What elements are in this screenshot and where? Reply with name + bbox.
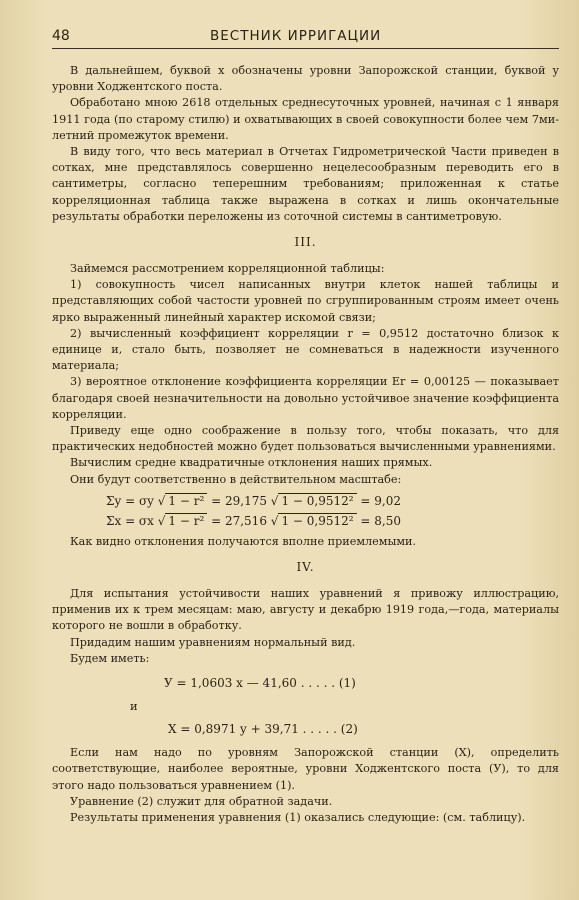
- paragraph: В виду того, что весь материал в Отчетах Гидрометрической Части приведен в сотках, мне представлялось совершенно нецелесообразным переводить его в сантиметры, согласно теперешним требованиям; приложенная к статье корреляционная таблица также выражена в сотках и лишь окончательные результаты обработки переложены из соточной системы в сантиметровую.: [52, 145, 559, 223]
- formula-middle: = 27,516: [211, 513, 267, 528]
- paragraph: 3) вероятное отклонение коэффициента корреляции Er = 0,00125 — показывает благодаря своей незначительности на довольно устойчивое значение коэффициента корреляции.: [52, 375, 559, 421]
- paragraph: Придадим нашим уравнениям нормальный вид.: [70, 635, 356, 649]
- paragraph: Как видно отклонения получаются вполне приемлемыми.: [70, 534, 417, 548]
- paragraph: В дальнейшем, буквой x обозначены уровни Запорожской станции, буквой y уровни Ходжентского поста.: [52, 64, 559, 94]
- running-title: ВЕСТНИК ИРРИГАЦИИ: [210, 28, 382, 44]
- equation-1: У = 1,0603 x — 41,60 . . . . . (1): [164, 676, 356, 691]
- paragraph: Будем иметь:: [70, 651, 150, 665]
- paragraph: Они будут соответственно в действительном масштабе:: [70, 472, 402, 486]
- conjunction: и: [130, 699, 138, 714]
- formula-radicand: 1 − 0,9512²: [278, 493, 356, 508]
- section-heading-iv: IV.: [296, 560, 315, 575]
- formula-result: = 8,50: [360, 513, 401, 528]
- paragraph: Уравнение (2) служит для обратной задачи.: [70, 794, 333, 808]
- formula-sigma-x: [52, 514, 559, 528]
- page-header: [52, 28, 559, 49]
- page-number: 48: [52, 28, 70, 44]
- paragraph: Приведу еще одно соображение в пользу того, чтобы показать, что для практических недобностей можно будет пользоваться вычисленными уравнениями.: [52, 424, 559, 454]
- paragraph: Результаты применения уравнения (1) оказались следующие: (см. таблицу).: [70, 810, 526, 824]
- formula-radicand: 1 − 0,9512²: [278, 513, 356, 528]
- paragraph: 2) вычисленный коэффициент корреляции r = 0,9512 достаточно близок к единице и, стало быть, позволяет не сомневаться в надежности изученного материала;: [52, 326, 559, 373]
- sqrt-sign: √: [157, 513, 166, 528]
- equation-2: X = 0,8971 y + 39,71 . . . . . (2): [168, 722, 358, 737]
- formula-middle: = 29,175: [211, 493, 267, 508]
- sqrt-sign: √: [270, 493, 279, 508]
- paragraph: 1) совокупность чисел написанных внутри клеток нашей таблицы и представляющих собой частости уровней по сгруппированным строям имеет очень ярко выраженный линейный характер искомой связи;: [52, 278, 559, 324]
- paragraph: Для испытания устойчивости наших уравнений я привожу иллюстрацию, применив их к трем месяцам: маю, августу и декабрю 1919 года,—года, материалы которого не вошли в обработку.: [52, 587, 559, 633]
- formula-radicand: 1 − r²: [165, 513, 207, 528]
- sqrt-sign: √: [270, 513, 279, 528]
- paragraph: Займемся рассмотрением корреляционной таблицы:: [70, 262, 385, 276]
- formula-sigma-y: [52, 494, 559, 508]
- formula-left: Σx = σx: [106, 513, 154, 528]
- section-heading-iii: III.: [294, 235, 317, 250]
- paragraph: Обработано мною 2618 отдельных среднесуточных уровней, начиная с 1 января 1911 года (по старому стилю) и охватывающих в своей совокупности более чем 7ми-летний промежуток времени.: [52, 96, 559, 142]
- sqrt-sign: √: [157, 493, 166, 508]
- formula-result: = 9,02: [360, 493, 401, 508]
- formula-left: Σy = σy: [106, 493, 154, 508]
- paragraph: Если нам надо по уровням Запорожской станции (X), определить соответствующие, наиболее вероятные, уровни Ходжентского поста (У), то для этого надо пользоваться уравнением (1).: [52, 746, 559, 792]
- paragraph: Вычислим средне квадратичные отклонения наших прямых.: [70, 456, 433, 470]
- formula-radicand: 1 − r²: [165, 493, 207, 508]
